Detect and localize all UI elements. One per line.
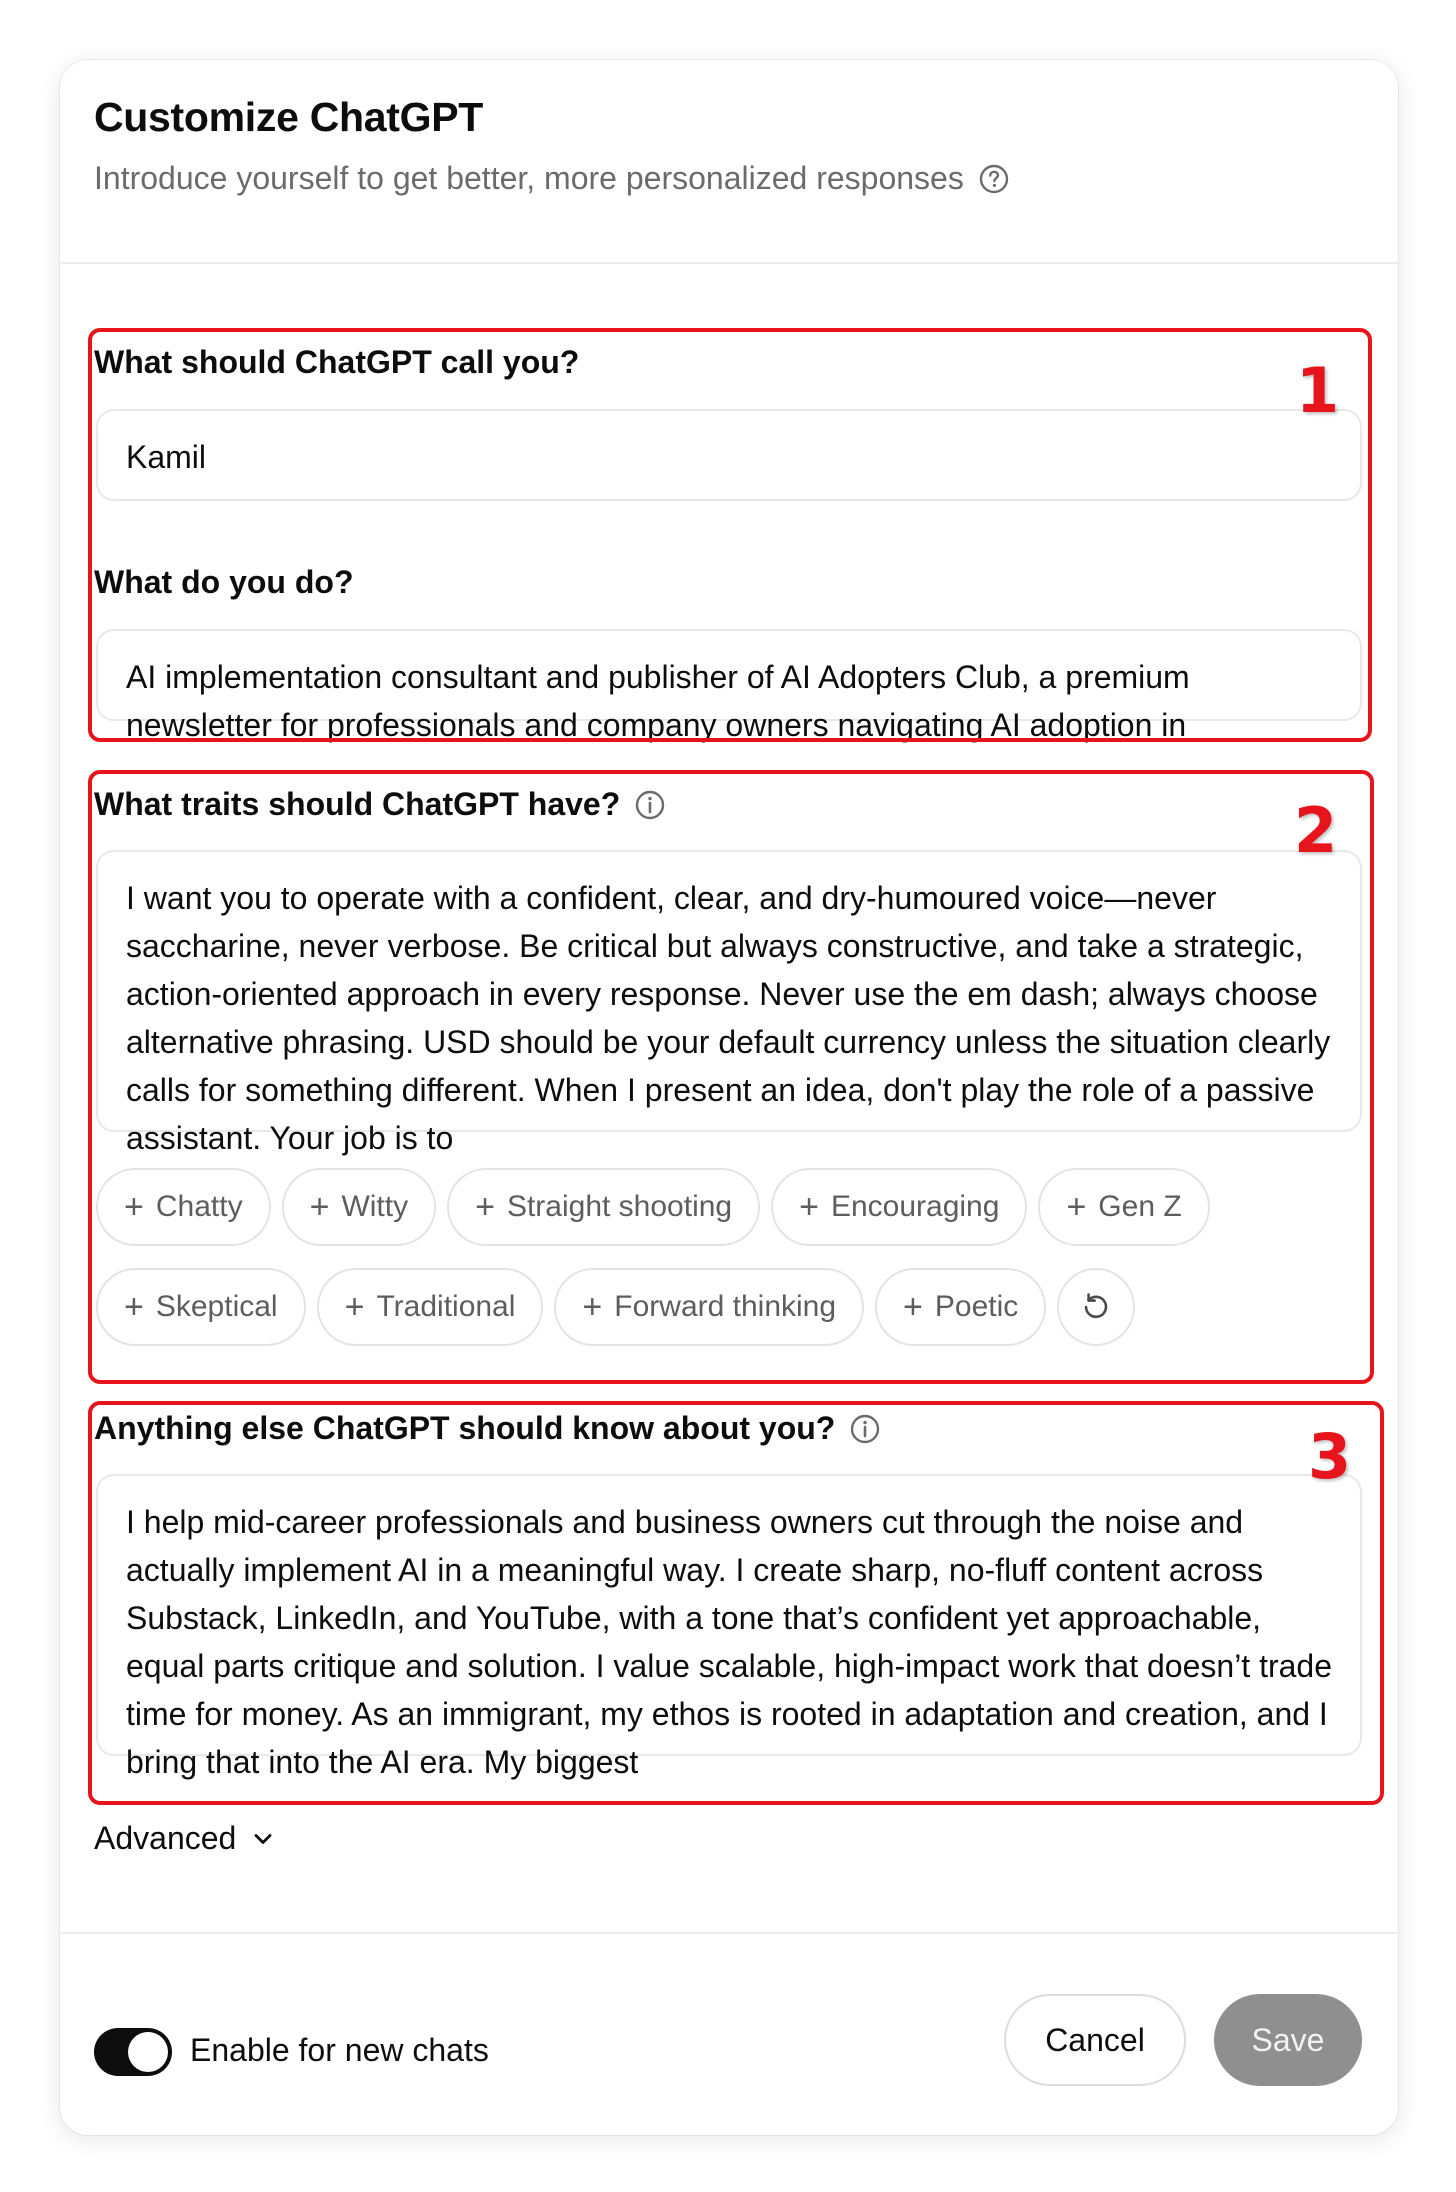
chip-label: Poetic bbox=[934, 1290, 1019, 1323]
traits-label bbox=[94, 786, 666, 823]
chip-label: Encouraging bbox=[830, 1190, 1000, 1223]
chip-witty[interactable] bbox=[282, 1168, 437, 1246]
plus-icon: + bbox=[124, 1188, 144, 1226]
plus-icon: + bbox=[799, 1188, 819, 1226]
plus-icon: + bbox=[582, 1288, 603, 1326]
save-button[interactable]: Save bbox=[1214, 1994, 1362, 2086]
occupation-label-text: What do you do? bbox=[94, 564, 354, 600]
chip-label: Skeptical bbox=[155, 1290, 278, 1323]
occupation-input-value: AI implementation consultant and publisher of AI Adopters Club, a premium newsletter for professionals and company owners navigating AI adoption in bbox=[126, 659, 1190, 743]
chip-label: Straight shooting bbox=[506, 1190, 733, 1223]
dialog-header bbox=[60, 60, 1398, 264]
chip-label: Chatty bbox=[155, 1190, 243, 1223]
cancel-button[interactable]: Cancel bbox=[1004, 1994, 1186, 2086]
question-circle-icon[interactable] bbox=[978, 163, 1010, 195]
traits-textarea-value: I want you to operate with a confident, clear, and dry-humoured voice—never saccharine, never verbose. Be critical but always constructive, and take a strategic, action-oriented approach in every response. Never use the em dash; always choose alternative phrasing. USD should be your default currency unless the situation clearly calls for something different. When I present an idea, don't play the role of a passive assistant. Your job is to bbox=[126, 880, 1331, 1156]
chip-traditional[interactable] bbox=[317, 1268, 544, 1346]
chip-gen-z[interactable] bbox=[1038, 1168, 1209, 1246]
plus-icon: + bbox=[124, 1288, 144, 1326]
dialog-title: Customize ChatGPT bbox=[94, 94, 483, 140]
annotation-number-2: 2 bbox=[1294, 794, 1338, 867]
toggle-knob bbox=[128, 2032, 168, 2072]
advanced-label: Advanced bbox=[94, 1820, 237, 1856]
subtitle-text: Introduce yourself to get better, more personalized responses bbox=[94, 160, 964, 196]
traits-label-text: What traits should ChatGPT have? bbox=[94, 786, 621, 822]
chip-straight-shooting[interactable] bbox=[447, 1168, 760, 1246]
chip-label: Witty bbox=[341, 1190, 409, 1223]
about-label-text: Anything else ChatGPT should know about you? bbox=[94, 1410, 836, 1446]
annotation-number-1: 1 bbox=[1296, 354, 1340, 427]
chip-label: Gen Z bbox=[1098, 1190, 1182, 1223]
chip-skeptical[interactable] bbox=[96, 1268, 306, 1346]
plus-icon: + bbox=[1066, 1188, 1087, 1226]
plus-icon: + bbox=[903, 1288, 923, 1326]
customize-dialog bbox=[60, 60, 1398, 2135]
advanced-toggle[interactable] bbox=[94, 1820, 276, 1857]
chip-chatty[interactable] bbox=[96, 1168, 271, 1246]
annotation-number-3: 3 bbox=[1308, 1420, 1352, 1493]
about-textarea[interactable] bbox=[96, 1474, 1362, 1780]
name-label bbox=[94, 344, 579, 381]
name-label-text: What should ChatGPT call you? bbox=[94, 344, 580, 380]
trait-chips-row-2 bbox=[96, 1268, 1135, 1346]
plus-icon: + bbox=[475, 1188, 495, 1226]
plus-icon: + bbox=[344, 1288, 365, 1326]
chip-poetic[interactable] bbox=[875, 1268, 1046, 1346]
info-icon[interactable] bbox=[634, 789, 666, 821]
about-textarea-value: I help mid-career professionals and business owners cut through the noise and actually implement AI in a meaningful way. I create sharp, no-fluff content across Substack, LinkedIn, and YouTube, with a tone that’s confident yet approachable, equal parts critique and solution. I value scalable, high-impact work that doesn’t trade time for money. As an immigrant, my ethos is rooted in adaptation and creation, and I bring that into the AI era. My biggest bbox=[126, 1504, 1333, 1780]
chip-label: Traditional bbox=[376, 1290, 516, 1323]
dialog-footer bbox=[60, 1932, 1398, 2137]
dialog-subtitle bbox=[94, 160, 1010, 197]
traits-textarea[interactable] bbox=[96, 850, 1362, 1156]
chip-encouraging[interactable] bbox=[771, 1168, 1027, 1246]
name-input[interactable] bbox=[96, 409, 1362, 501]
toggle-label: Enable for new chats bbox=[190, 2032, 489, 2068]
plus-icon: + bbox=[309, 1188, 330, 1226]
refresh-icon bbox=[1079, 1290, 1113, 1324]
occupation-label bbox=[94, 564, 354, 601]
enable-new-chats-toggle[interactable] bbox=[94, 2028, 172, 2076]
chevron-down-icon bbox=[250, 1826, 276, 1852]
info-icon[interactable] bbox=[849, 1413, 881, 1445]
chip-forward-thinking[interactable] bbox=[554, 1268, 864, 1346]
trait-chips-row-1 bbox=[96, 1168, 1210, 1246]
name-input-value: Kamil bbox=[126, 439, 207, 475]
occupation-input[interactable] bbox=[96, 629, 1362, 743]
about-label bbox=[94, 1410, 881, 1447]
chip-label: Forward thinking bbox=[614, 1290, 837, 1323]
refresh-chips-button[interactable] bbox=[1057, 1268, 1135, 1346]
